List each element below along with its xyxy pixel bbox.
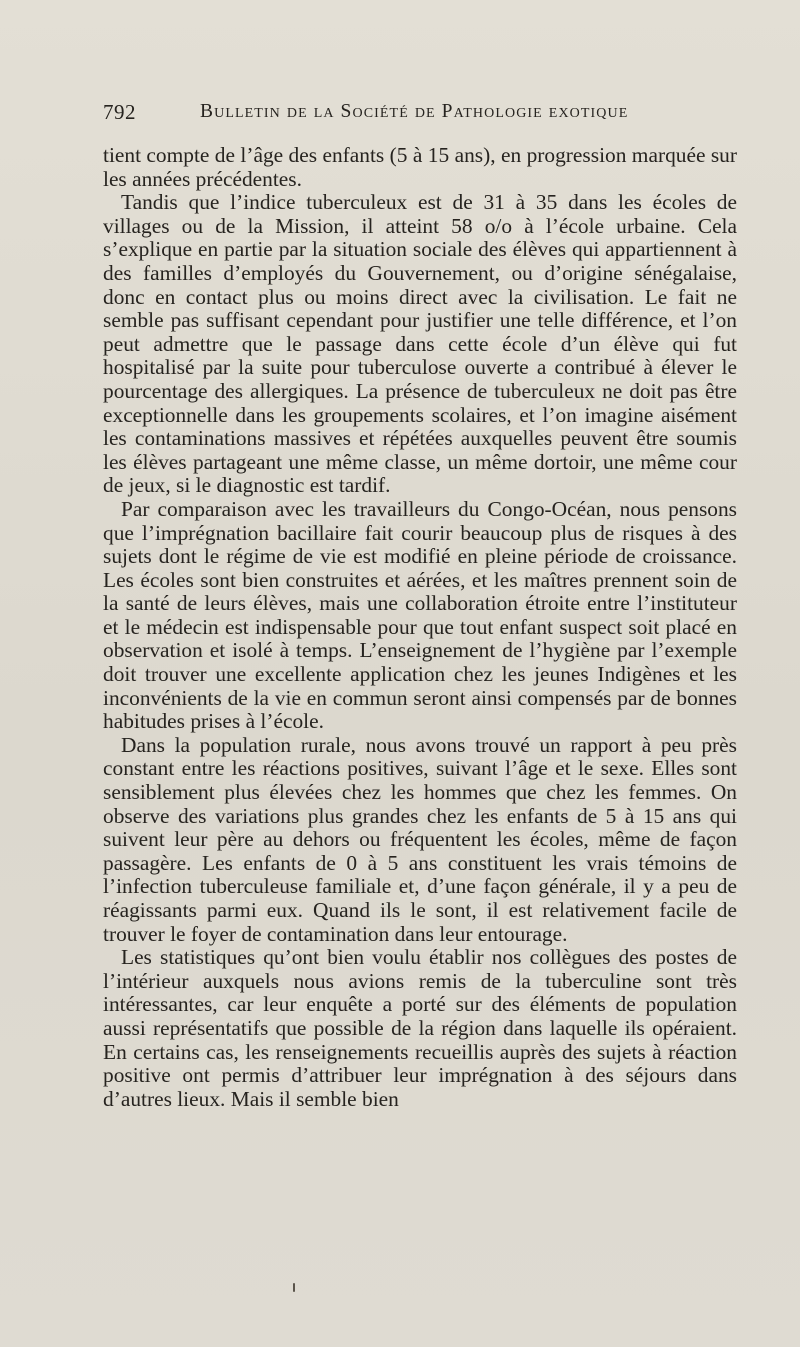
running-head bbox=[103, 100, 743, 130]
paper-speck bbox=[293, 1283, 295, 1292]
paragraph-statistics: Les statistiques qu’ont bien voulu établir nos collègues des postes de l’intérieur auxquels nous avions remis de la tuberculine sont très intéressantes, car leur enquête a porté sur des éléments de population aussi représentatifs que possible de la région dans laquelle ils opéraient. En certains cas, les renseignements recueillis auprès des sujets à réaction positive ont permis d’attribuer leur imprégnation à des séjours dans d’autres lieux. Mais il semble bien bbox=[103, 945, 737, 1111]
page-number: 792 bbox=[103, 100, 136, 124]
paragraph-congo-ocean-comparison: Par comparaison avec les travailleurs du Congo-Océan, nous pensons que l’imprégnation bacillaire fait courir beaucoup plus de risques à des sujets dont le régime de vie est modifié en pleine période de croissance. Les écoles sont bien construites et aérées, et les maîtres prennent soin de la santé de leurs élèves, mais une collaboration étroite entre l’instituteur et le médecin est indispensable pour que tout enfant suspect soit placé en observation et isolé à temps. L’enseignement de l’hygiène par l’exemple doit trouver une excellente application chez les jeunes Indigènes et les inconvénients de la vie en commun seront ainsi compensés par de bonnes habitudes prises à l’école. bbox=[103, 496, 737, 734]
paragraph-tuberculin-index: Tandis que l’indice tuberculeux est de 31 à 35 dans les écoles de villages ou de la Mission, il atteint 58 o/o à l’école urbaine. Cela s’explique en partie par la situation sociale des élèves qui appartiennent à des familles d’employés du Gouvernement, ou d’origine sénégalaise, donc en contact plus ou moins direct avec la civilisation. Le fait ne semble pas suffisant cependant pour justifier une telle différence, et l’on peut admettre que le passage dans cette école d’un élève qui fut hospitalisé par la suite pour tuberculose ouverte a contribué à élever le pourcentage des allergiques. La présence de tuberculeux ne doit pas être exceptionnelle dans les groupements scolaires, et l’on imagine aisément les contaminations massives et répétées auxquelles peuvent être soumis les élèves partageant une même classe, un même dortoir, une même cour de jeux, si le diagnostic est tardif. bbox=[103, 190, 737, 498]
paragraph-rural-population: Dans la population rurale, nous avons trouvé un rapport à peu près constant entre les réactions positives, suivant l’âge et le sexe. Elles sont sensiblement plus élevées chez les hommes que chez les femmes. On observe des variations plus grandes chez les enfants de 5 à 15 ans qui suivent leur père au dehors ou fréquentent les écoles, même de façon passagère. Les enfants de 0 à 5 ans constituent les vrais témoins de l’infection tuberculeuse familiale et, d’une façon générale, il y a peu de réagissants parmi eux. Quand ils le sont, il est relativement facile de trouver le foyer de contamination dans leur entourage. bbox=[103, 732, 737, 946]
journal-title: Bulletin de la Société de Pathologie exotique bbox=[200, 101, 629, 122]
paragraph-continuation: tient compte de l’âge des enfants (5 à 15 ans), en progression marquée sur les années précédentes. bbox=[103, 143, 737, 191]
body-text bbox=[103, 144, 737, 1111]
